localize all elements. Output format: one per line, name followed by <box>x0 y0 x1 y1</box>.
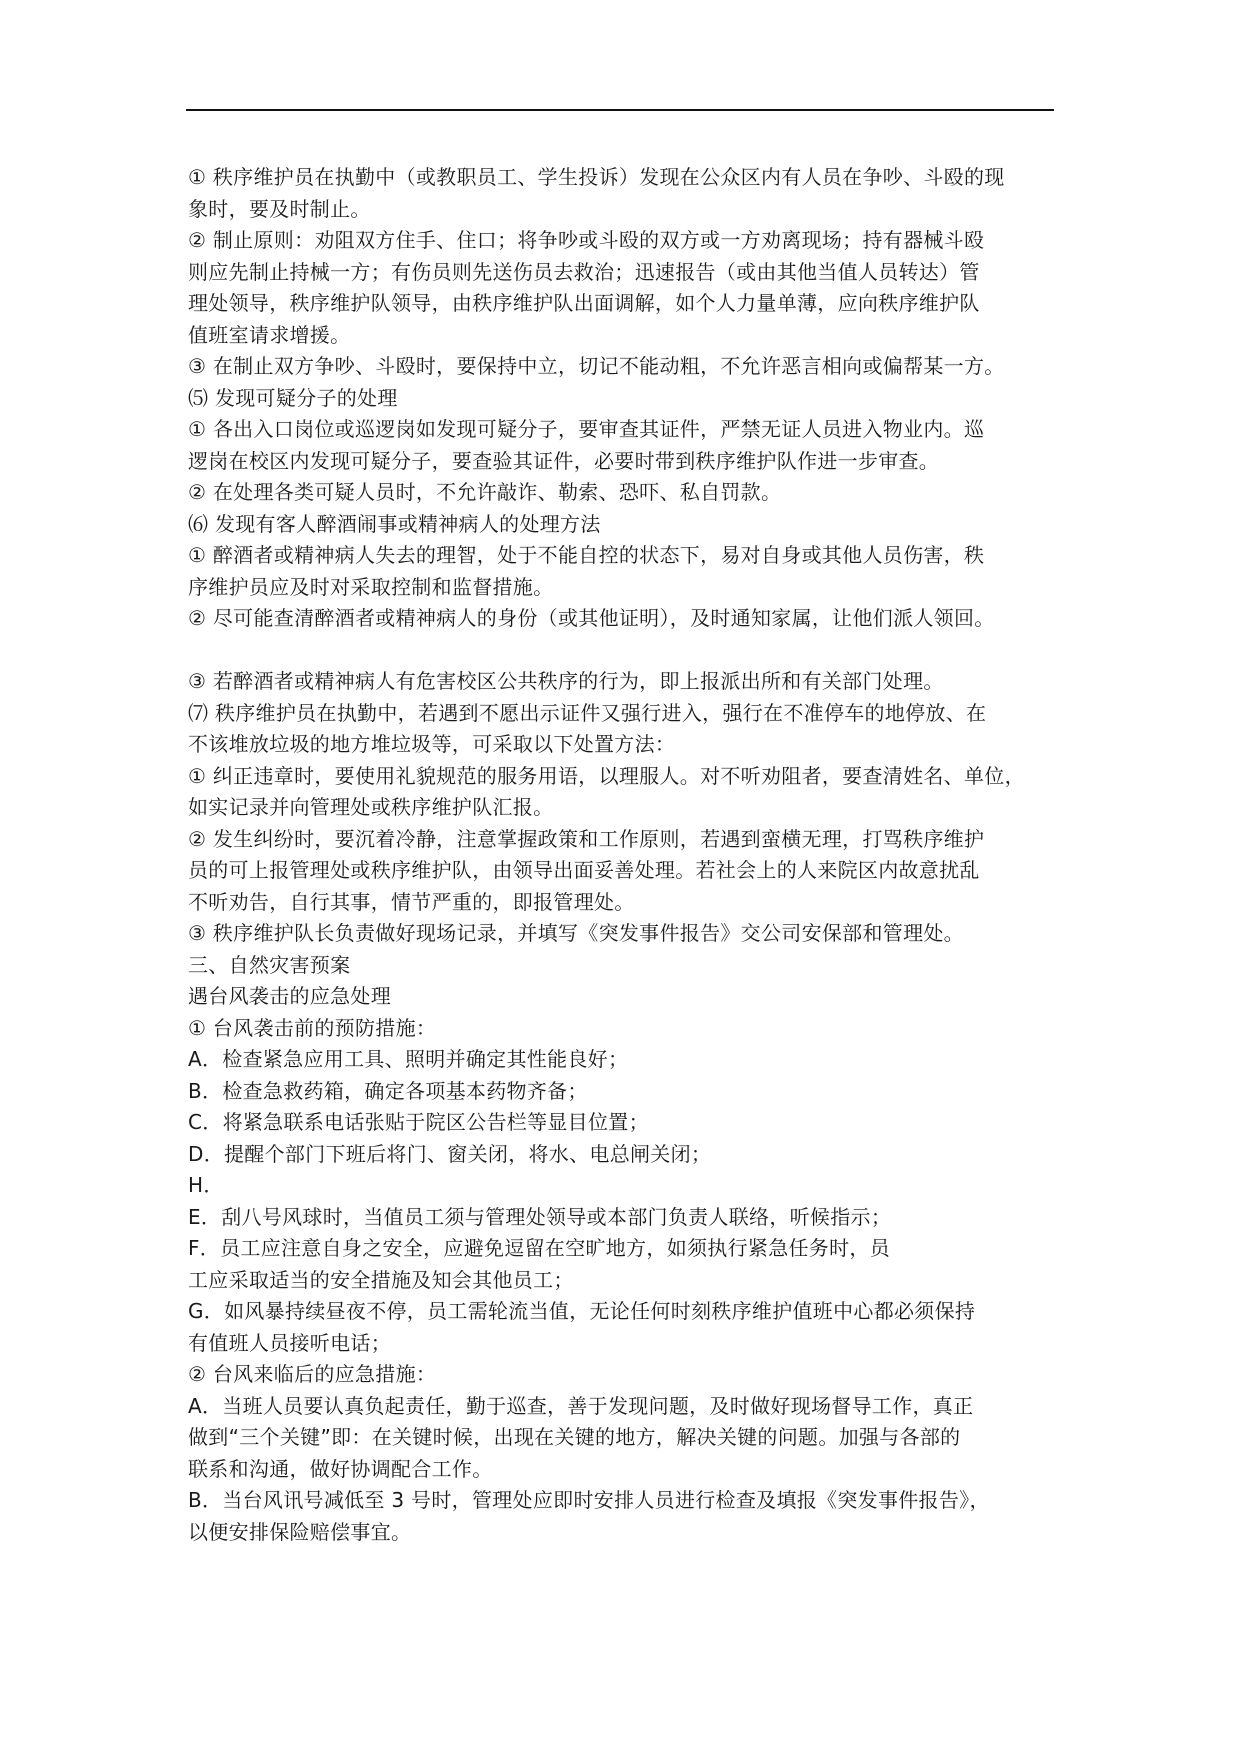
text-line: 则应先制止持械一方；有伤员则先送伤员去救治；迅速报告（或由其他当值人员转达）管 <box>188 259 980 284</box>
text-line: ③ 若醉酒者或精神病人有危害校区公共秩序的行为，即上报派出所和有关部门处理。 <box>188 669 944 693</box>
list-item: G．如风暴持续昼夜不停，员工需轮流当值，无论任何时刻秩序维护值班中心都必须保持 <box>188 1299 976 1323</box>
text-line: ③ 在制止双方争吵、斗殴时，要保持中立，切记不能动粗，不允许恶言相向或偏帮某一方。 <box>188 354 1005 378</box>
blank-line <box>188 635 1078 667</box>
list-item: H． <box>188 1173 224 1197</box>
list-item: F．员工应注意自身之安全，应避免逗留在空旷地方，如须执行紧急任务时，员 <box>188 1236 891 1260</box>
header-rule <box>186 109 1054 111</box>
section-heading: ⑺ 秩序维护员在执勤中，若遇到不愿出示证件又强行进入，强行在不准停车的地停放、在 <box>188 700 987 725</box>
text-line: 序维护员应及时对采取控制和监督措施。 <box>188 574 554 599</box>
text-line: ① 台风袭击前的预防措施： <box>188 1015 437 1040</box>
section-heading: ⑸ 发现可疑分子的处理 <box>188 385 398 410</box>
list-item: D．提醒个部门下班后将门、窗关闭，将水、电总闸关闭； <box>188 1141 712 1166</box>
text-line: 不听劝告，自行其事，情节严重的，即报管理处。 <box>188 889 635 914</box>
text-line: 做到“三个关键”即：在关键时候，出现在关键的地方，解决关键的问题。加强与各部的 <box>188 1425 961 1449</box>
text-line: 值班室请求增援。 <box>188 322 351 347</box>
text-line: ② 在处理各类可疑人员时，不允许敲诈、勒索、恐吓、私自罚款。 <box>188 480 782 504</box>
list-item: E．刮八号风球时，当值员工须与管理处领导或本部门负责人联络，听候指示； <box>188 1204 892 1229</box>
text-line: 象时，要及时制止。 <box>188 196 371 221</box>
text-line: ② 制止原则：劝阻双方住手、住口；将争吵或斗殴的双方或一方劝离现场；持有器械斗殴 <box>188 228 985 252</box>
text-line: 以便安排保险赔偿事宜。 <box>188 1519 412 1544</box>
text-line: 联系和沟通，做好协调配合工作。 <box>188 1456 493 1481</box>
text-line: ① 纠正违章时，要使用礼貌规范的服务用语，以理服人。对不听劝阻者，要查清姓名、单位， <box>188 763 1025 788</box>
text-line: 理处领导，秩序维护队领导，由秩序维护队出面调解，如个人力量单薄，应向秩序维护队 <box>188 291 980 315</box>
list-item: C．将紧急联系电话张贴于院区公告栏等显目位置； <box>188 1110 649 1134</box>
list-item: B．检查急救药箱，确定各项基本药物齐备； <box>188 1078 588 1103</box>
text-line: ② 发生纠纷时，要沉着冷静，注意掌握政策和工作原则，若遇到蛮横无理，打骂秩序维护 <box>188 826 985 851</box>
list-item: A．检查紧急应用工具、照明并确定其性能良好； <box>188 1047 629 1071</box>
text-line: 员的可上报管理处或秩序维护队，由领导出面妥善处理。若社会上的人来院区内故意扰乱 <box>188 858 980 882</box>
text-line: ① 醉酒者或精神病人失去的理智，处于不能自控的状态下，易对自身或其他人员伤害，秩 <box>188 543 985 567</box>
text-line: 工应采取适当的安全措施及知会其他员工； <box>188 1267 574 1292</box>
text-line: ① 秩序维护员在执勤中（或教职员工、学生投诉）发现在公众区内有人员在争吵、斗殴的现 <box>188 165 1005 189</box>
text-line: ① 各出入口岗位或巡逻岗如发现可疑分子，要审查其证件，严禁无证人员进入物业内。巡 <box>188 417 985 441</box>
text-line: ② 台风来临后的应急措施： <box>188 1362 437 1386</box>
section-heading: 三、自然灾害预案 <box>188 952 351 977</box>
text-line: 如实记录并向管理处或秩序维护队汇报。 <box>188 795 554 819</box>
document-body <box>188 162 1078 1548</box>
text-line: 不该堆放垃圾的地方堆垃圾等，可采取以下处置方法： <box>188 732 676 756</box>
section-heading: ⑹ 发现有客人醉酒闹事或精神病人的处理方法 <box>188 511 601 536</box>
text-line: 有值班人员接听电话； <box>188 1330 391 1355</box>
text-line: 逻岗在校区内发现可疑分子，要查验其证件，必要时带到秩序维护队作进一步审查。 <box>188 448 940 473</box>
text-line: ② 尽可能查清醉酒者或精神病人的身份（或其他证明），及时通知家属，让他们派人领回。 <box>188 606 995 630</box>
subsection-heading: 遇台风袭击的应急处理 <box>188 984 391 1008</box>
text-line: ③ 秩序维护队长负责做好现场记录，并填写《突发事件报告》交公司安保部和管理处。 <box>188 921 964 945</box>
list-item: A．当班人员要认真负起责任，勤于巡查，善于发现问题，及时做好现场督导工作，真正 <box>188 1393 974 1418</box>
list-item: B．当台风讯号减低至 3 号时，管理处应即时安排人员进行检查及填报《突发事件报告》， <box>188 1488 990 1512</box>
